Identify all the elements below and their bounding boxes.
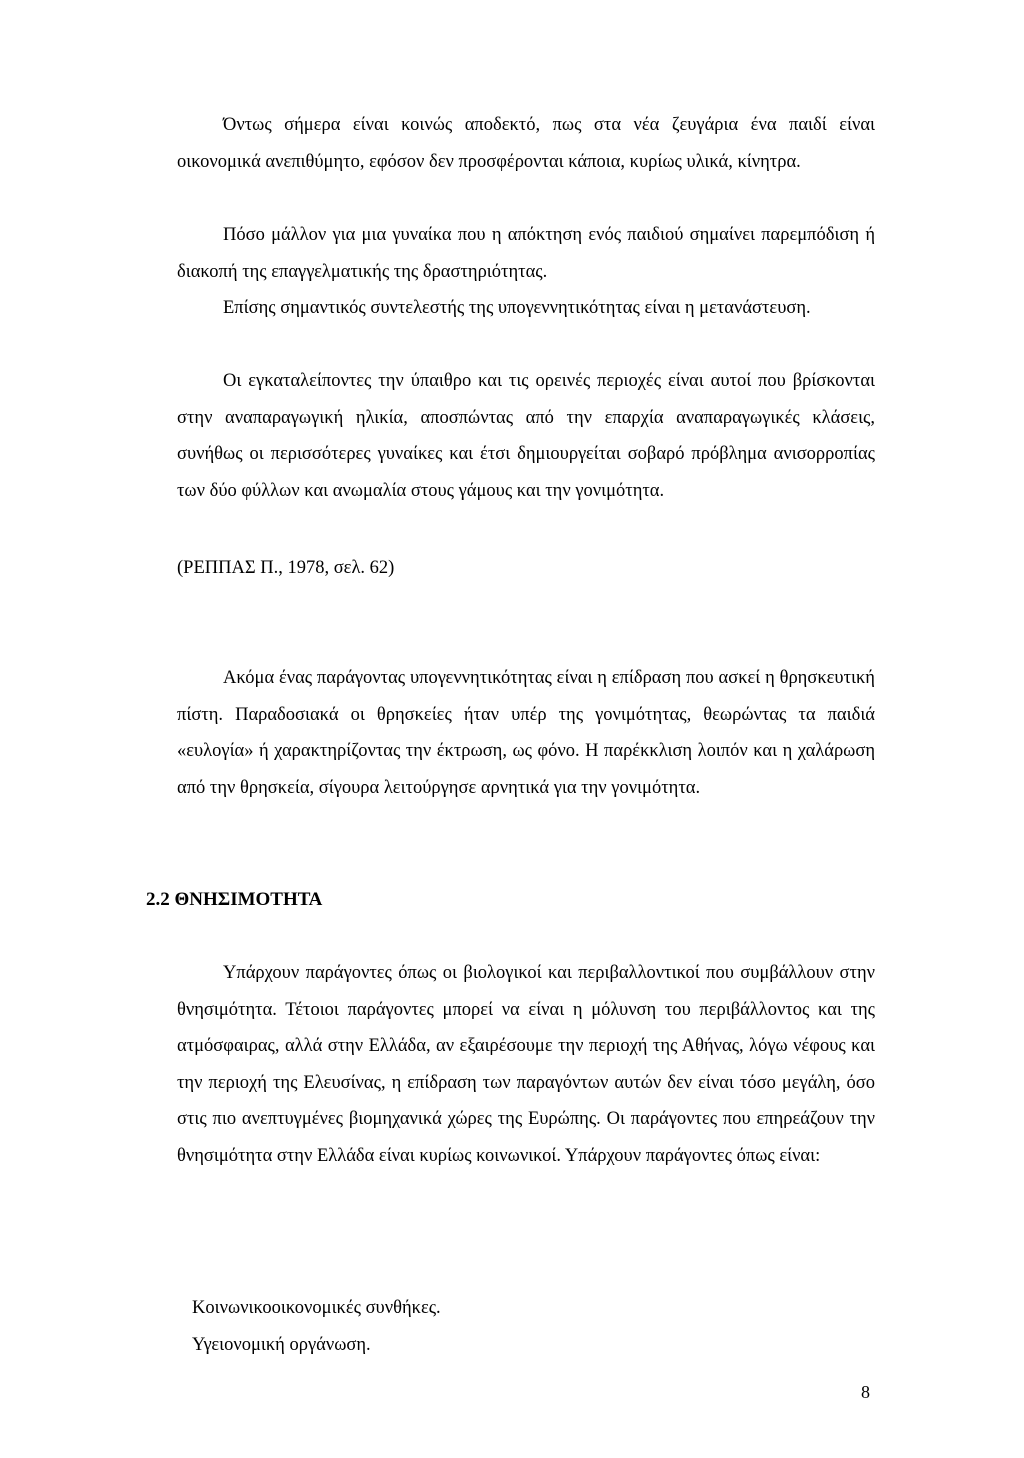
paragraph-economic-factors: Όντως σήμερα είναι κοινώς αποδεκτό, πως στα νέα ζευγάρια ένα παιδί είναι οικονομικά ανεπιθύμητο, εφόσον δεν προσφέρονται κάποια, κυρίως υλικά, κίνητρα. bbox=[177, 115, 875, 172]
list-item: Υγειονομική οργάνωση. bbox=[192, 1335, 371, 1355]
list-item: Κοινωνικοοικονομικές συνθήκες. bbox=[192, 1298, 441, 1318]
paragraph-women-career: Πόσο μάλλον για μια γυναίκα που η απόκτηση ενός παιδιού σημαίνει παρεμπόδιση ή διακοπή της επαγγελματικής της δραστηριότητας. bbox=[177, 225, 875, 282]
page-number: 8 bbox=[861, 1382, 870, 1402]
paragraph-mortality: Υπάρχουν παράγοντες όπως οι βιολογικοί και περιβαλλοντικοί που συμβάλλουν στην θνησιμότητα. Τέτοιοι παράγοντες μπορεί να είναι η μόλυνση του περιβάλλοντος και της ατμόσφαιρας, αλλά στην Ελλάδα, αν εξαιρέσουμε την περιοχή της Αθήνας, λόγω νέφους και την περιοχή της Ελευσίνας, η επίδραση των παραγόντων αυτών δεν είναι τόσο μεγάλη, όσο στις πιο ανεπτυγμένες βιομηχανικά χώρες της Ευρώπης. Οι παράγοντες που επηρεάζουν την θνησιμότητα στην Ελλάδα είναι κυρίως κοινωνικοί. Υπάρχουν παράγοντες όπως είναι: bbox=[177, 963, 875, 1166]
paragraph-migration: Επίσης σημαντικός συντελεστής της υπογεννητικότητας είναι η μετανάστευση. bbox=[223, 298, 811, 318]
section-heading: 2.2 ΘΝΗΣΙΜΟΤΗΤΑ bbox=[146, 889, 323, 910]
paragraph-religion: Ακόμα ένας παράγοντας υπογεννητικότητας είναι η επίδραση που ασκεί η θρησκευτική πίστη. Παραδοσιακά οι θρησκείες ήταν υπέρ της γονιμότητας, θεωρώντας τα παιδιά «ευλογία» ή χαρακτηρίζοντας την έκτρωση, ως φόνο. Η παρέκκλιση λοιπόν και η χαλάρωση από την θρησκεία, σίγουρα λειτούργησε αρνητικά για την γονιμότητα. bbox=[177, 668, 875, 798]
paragraph-rural-abandonment: Οι εγκαταλείποντες την ύπαιθρο και τις ορεινές περιοχές είναι αυτοί που βρίσκονται στην αναπαραγωγική ηλικία, αποσπώντας από την επαρχία αναπαραγωγικές κλάσεις, συνήθως οι περισσότερες γυναίκες και έτσι δημιουργείται σοβαρό πρόβλημα ανισορροπίας των δύο φύλλων και ανωμαλία στους γάμους και την γονιμότητα. bbox=[177, 371, 875, 501]
citation: (ΡΕΠΠΑΣ Π., 1978, σελ. 62) bbox=[177, 558, 395, 578]
